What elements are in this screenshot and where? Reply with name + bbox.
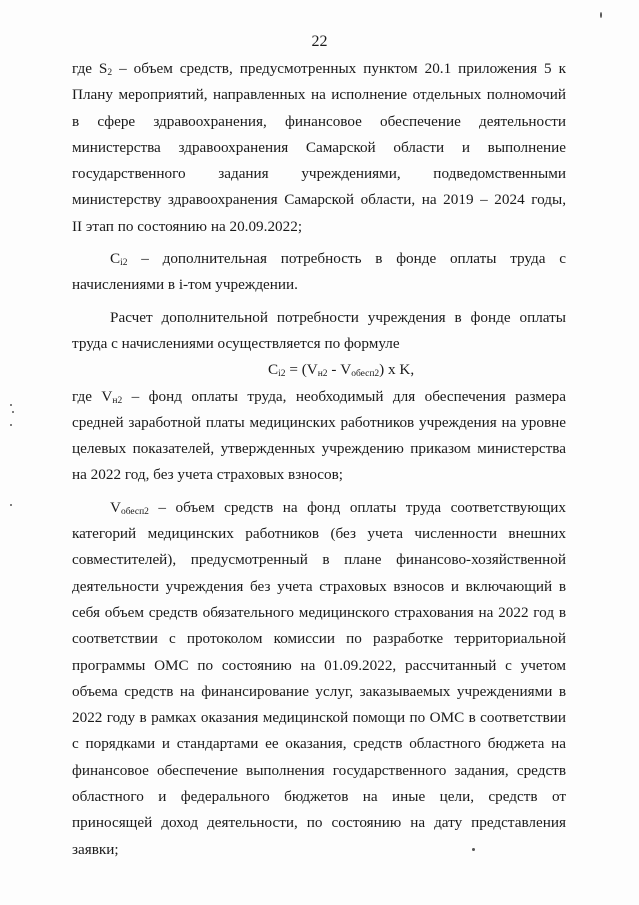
text-line: $V_{обесп2}$ – объем средств на фонд оплаты труда соответствующих	[110, 498, 566, 517]
text-line: где $V_{н2}$ – фонд оплаты труда, необходимый для обеспечения размера	[72, 387, 566, 406]
formula: $C_{i2} = (V_{н2} - V_{обесп2})$ x K,	[268, 361, 415, 380]
text-line: где $S_2$ – объем средств, предусмотренных пунктом 20.1 приложения 5 к	[72, 60, 567, 78]
text-line: целевых показателей, утвержденных учреждению приказом министерства	[72, 440, 566, 458]
text-line: объема средств на финансирование услуг, заказываемых учреждениями в	[72, 682, 566, 700]
text-line: категорий медицинских работников (без учета численности внешних	[72, 525, 566, 543]
text-line: II этап по состоянию на 20.09.2022;	[72, 217, 303, 235]
paragraph-calculation-intro	[72, 305, 566, 358]
text-line: областного и федерального бюджетов на иные цели, средств от	[72, 788, 566, 806]
scan-speck	[10, 404, 12, 406]
scan-speck	[472, 848, 475, 851]
page-number: 22	[311, 33, 328, 50]
text-line: с порядками и стандартами ее оказания, средств областного бюджета на	[72, 735, 566, 753]
text-line: финансовое обеспечение выполнения государственного задания, средств	[72, 761, 566, 779]
scan-speck	[12, 411, 14, 413]
text-line: деятельности учреждения без учета страховых взносов и включающий в	[72, 577, 566, 595]
paragraph-ci2-definition	[72, 246, 566, 299]
text-line: приносящей доход деятельности, по состоянию на дату представления	[72, 814, 566, 832]
text-line: государственного задания учреждениями, подведомственными	[72, 165, 566, 183]
text-line: труда с начислениями осуществляется по формуле	[72, 334, 400, 352]
scan-speck	[10, 424, 12, 426]
paragraph-vobesp2-definition	[72, 495, 566, 863]
text-line: $C_{i2}$ – дополнительная потребность в фонде оплаты труда с	[110, 250, 566, 269]
text-line: 2022 году в рамках оказания медицинской помощи по ОМС в соответствии	[72, 709, 566, 727]
text-line: Расчет дополнительной потребности учреждения в фонде оплаты	[110, 308, 566, 326]
text-line: средней заработной платы медицинских работников учреждения на уровне	[72, 413, 566, 431]
text-line: совместителей), предусмотренный в плане финансово-хозяйственной	[72, 551, 566, 569]
text-line: в сфере здравоохранения, финансовое обеспечение деятельности	[72, 112, 566, 130]
text-line: заявки;	[72, 840, 119, 858]
text-line: программы ОМС по состоянию на 01.09.2022, рассчитанный с учетом	[72, 656, 566, 674]
text-line: начислениями в i-том учреждении.	[72, 276, 298, 294]
text-line: на 2022 год, без учета страховых взносов;	[72, 466, 344, 484]
text-line: соответствии с протоколом комиссии по разработке территориальной	[72, 630, 566, 648]
text-line: Плану мероприятий, направленных на исполнение отдельных полномочий	[72, 86, 566, 104]
scan-speck	[600, 12, 602, 18]
text-line: министерству здравоохранения Самарской области, на 2019 – 2024 годы,	[72, 191, 566, 209]
text-line: министерства здравоохранения Самарской области и выполнение	[72, 138, 566, 156]
text-line: себя объем средств обязательного медицинского страхования на 2022 год в	[72, 603, 566, 621]
scan-speck	[10, 504, 12, 506]
document-body	[72, 56, 566, 863]
paragraph-vn2-definition	[72, 384, 566, 489]
paragraph-s2-definition	[72, 56, 566, 240]
